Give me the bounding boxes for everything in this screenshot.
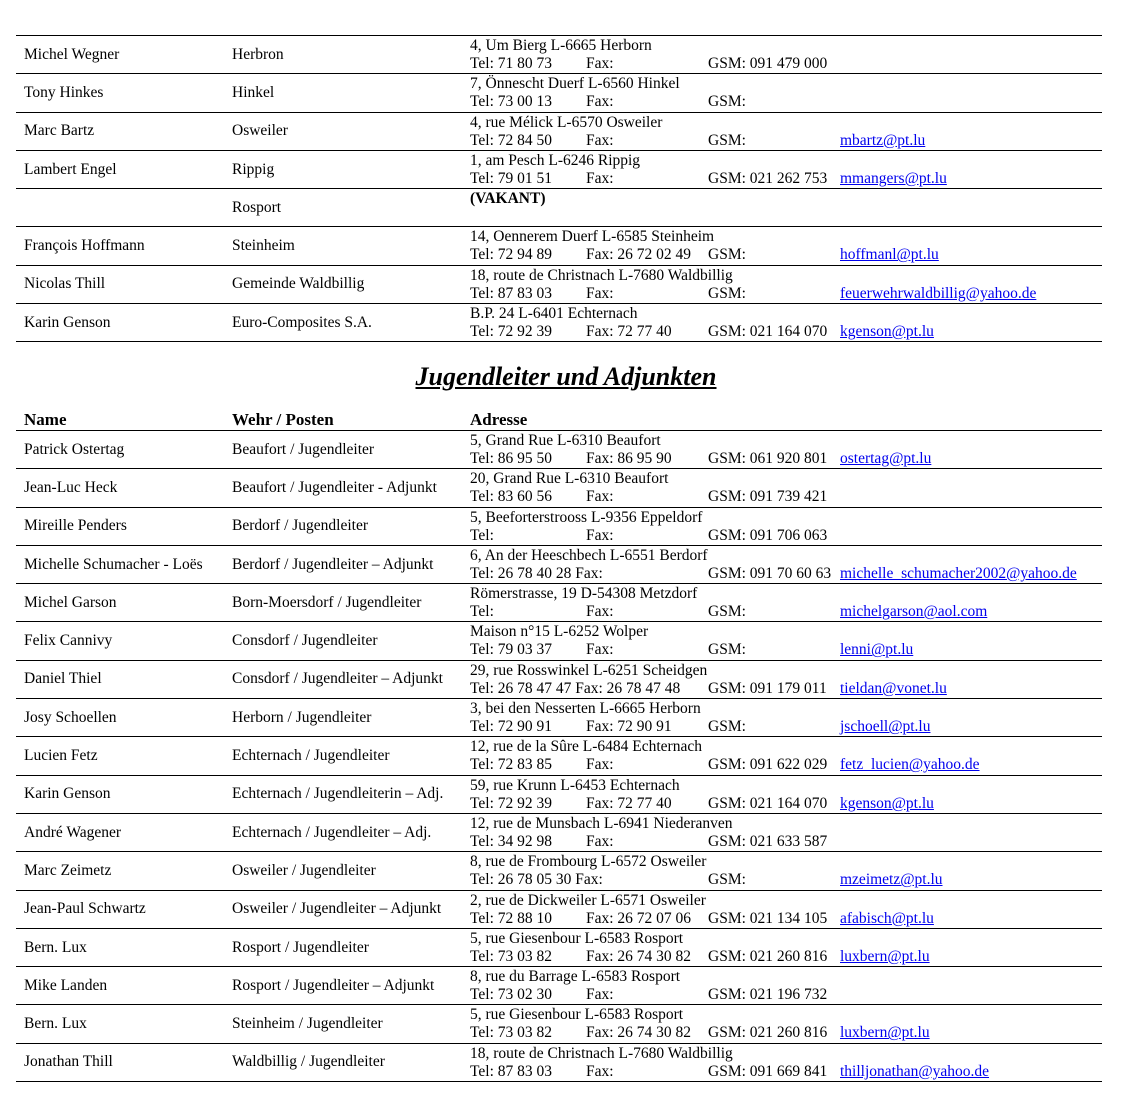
table-row — [16, 814, 1102, 852]
table-row — [16, 584, 1102, 622]
email-link[interactable]: afabisch@pt.lu — [840, 909, 934, 927]
contact-line — [470, 526, 828, 545]
header-name: Name — [24, 410, 67, 429]
post-location: Osweiler / Jugendleiter — [232, 861, 376, 879]
contact-line — [470, 1062, 990, 1081]
mobile-number: GSM: 061 920 801 — [708, 450, 828, 467]
address-block — [470, 929, 930, 966]
post-location: Beaufort / Jugendleiter - Adjunkt — [232, 478, 437, 496]
table-header — [16, 410, 1102, 430]
phone-number: Tel: 83 60 56 — [470, 488, 553, 506]
person-name: Jean-Paul Schwartz — [24, 900, 146, 918]
contact-line — [470, 55, 828, 73]
person-name: Michel Garson — [24, 593, 117, 611]
section-title: Jugendleiter und Adjunkten — [415, 362, 717, 391]
address-block — [470, 853, 943, 889]
table-row — [16, 852, 1102, 890]
address-block — [470, 661, 947, 698]
contact-line — [470, 603, 988, 621]
contact-line — [470, 131, 926, 150]
person-name: Lucien Fetz — [24, 747, 98, 765]
table-row — [16, 113, 1102, 151]
address-block — [470, 75, 746, 111]
address-block — [470, 968, 828, 1004]
person-name: François Hoffmann — [24, 237, 145, 255]
address-block — [470, 738, 980, 774]
mobile-number: GSM: 021 164 070 — [708, 794, 828, 812]
table-row — [16, 36, 1102, 74]
contact-line — [470, 871, 943, 889]
email-link[interactable]: ostertag@pt.lu — [840, 450, 932, 467]
address-block — [470, 190, 546, 226]
phone-number: Tel: 72 84 50 — [470, 131, 553, 149]
email-link[interactable]: hoffmanl@pt.lu — [840, 246, 939, 264]
fax-number: Fax: — [586, 1062, 614, 1080]
street-address: (VAKANT) — [470, 190, 546, 208]
email-link[interactable]: mzeimetz@pt.lu — [840, 871, 943, 889]
email-link[interactable]: feuerwehrwaldbillig@yahoo.de — [840, 284, 1037, 302]
phone-number: Tel: 26 78 47 47 Fax: 26 78 47 48 — [470, 679, 681, 697]
post-location: Echternach / Jugendleiterin – Adj. — [232, 785, 444, 803]
contact-line — [470, 450, 932, 468]
address-block — [470, 228, 939, 264]
post-location: Herborn / Jugendleiter — [232, 708, 372, 726]
phone-number: Tel: 79 03 37 — [470, 641, 553, 659]
street-address: 7, Önnescht Duerf L-6560 Hinkel — [470, 75, 680, 93]
person-name: Marc Zeimetz — [24, 861, 112, 879]
mobile-number: GSM: 091 706 063 — [708, 526, 828, 544]
mobile-number: GSM: 091 70 60 63 — [708, 564, 832, 582]
table-row — [16, 151, 1102, 189]
fax-number: Fax: — [586, 131, 614, 149]
contact-line — [470, 488, 828, 506]
mobile-number: GSM: — [708, 246, 746, 264]
email-link[interactable]: michelgarson@aol.com — [840, 603, 988, 621]
person-name: Lambert Engel — [24, 160, 117, 178]
address-block — [470, 470, 828, 506]
person-name: Bern. Lux — [24, 1015, 87, 1033]
email-link[interactable]: kgenson@pt.lu — [840, 794, 934, 812]
address-block — [470, 585, 988, 621]
mobile-number: GSM: — [708, 603, 746, 621]
contact-line — [470, 641, 914, 659]
person-name: Felix Cannivy — [24, 632, 113, 650]
fax-number: Fax: — [586, 284, 614, 302]
street-address: 18, route de Christnach L-7680 Waldbillig — [470, 1044, 733, 1062]
mobile-number: GSM: — [708, 718, 746, 736]
mobile-number: GSM: 091 479 000 — [708, 55, 828, 72]
post-location: Born-Moersdorf / Jugendleiter — [232, 593, 422, 611]
phone-number: Tel: 86 95 50 — [470, 450, 553, 467]
email-link[interactable]: luxbern@pt.lu — [840, 947, 930, 965]
person-name: Daniel Thiel — [24, 670, 102, 688]
person-name: Josy Schoellen — [24, 708, 117, 726]
table-row — [16, 929, 1102, 967]
post-location: Herbron — [232, 45, 284, 63]
address-block — [470, 432, 932, 468]
table-row — [16, 891, 1102, 929]
street-address: 5, rue Giesenbour L-6583 Rosport — [470, 1006, 684, 1024]
fax-number: Fax: — [586, 832, 614, 850]
address-block — [470, 508, 828, 545]
phone-number: Tel: 26 78 40 28 Fax: — [470, 564, 603, 582]
phone-number: Tel: — [470, 526, 494, 544]
table-row — [16, 508, 1102, 546]
address-block — [470, 623, 914, 659]
phone-number: Tel: 87 83 03 — [470, 1062, 553, 1080]
mobile-number: GSM: 021 262 753 — [708, 169, 828, 187]
mobile-number: GSM: 091 739 421 — [708, 488, 828, 506]
street-address: 12, rue de Munsbach L-6941 Niederanven — [470, 814, 733, 832]
table-row — [16, 661, 1102, 699]
email-link[interactable]: michelle_schumacher2002@yahoo.de — [840, 564, 1077, 582]
person-name: Jonathan Thill — [24, 1053, 113, 1071]
address-block — [470, 151, 947, 188]
person-name: Karin Genson — [24, 313, 111, 331]
table-row — [16, 737, 1102, 775]
fax-number: Fax: 26 72 07 06 — [586, 909, 692, 927]
fax-number: Fax: — [586, 756, 614, 774]
contact-line — [470, 718, 931, 736]
phone-number: Tel: 73 03 82 — [470, 1024, 553, 1042]
contact-line — [470, 832, 828, 851]
fax-number: Fax: — [586, 641, 614, 659]
post-location: Beaufort / Jugendleiter — [232, 440, 375, 458]
contact-line — [470, 794, 934, 813]
street-address: 5, Grand Rue L-6310 Beaufort — [470, 432, 661, 449]
mobile-number: GSM: 021 633 587 — [708, 832, 828, 850]
post-location: Rosport / Jugendleiter — [232, 938, 369, 956]
street-address: 2, rue de Dickweiler L-6571 Osweiler — [470, 891, 706, 909]
phone-number: Tel: 72 83 85 — [470, 756, 553, 774]
mobile-number: GSM: 021 164 070 — [708, 323, 828, 341]
email-link[interactable]: fetz_lucien@yahoo.de — [840, 756, 980, 774]
street-address: Römerstrasse, 19 D-54308 Metzdorf — [470, 585, 698, 603]
table-row — [16, 266, 1102, 304]
commanders-table — [16, 35, 1102, 342]
table-row — [16, 622, 1102, 660]
address-block — [470, 891, 934, 928]
street-address: 14, Oennerem Duerf L-6585 Steinheim — [470, 228, 715, 246]
post-location: Steinheim — [232, 237, 295, 255]
street-address: 29, rue Rosswinkel L-6251 Scheidgen — [470, 661, 708, 679]
address-block — [470, 700, 931, 736]
phone-number: Tel: 72 92 39 — [470, 794, 553, 812]
fax-number: Fax: 72 77 40 — [586, 794, 672, 812]
post-location: Osweiler — [232, 122, 288, 140]
mobile-number: GSM: 091 622 029 — [708, 756, 828, 774]
fax-number: Fax: — [586, 603, 614, 621]
email-link[interactable]: thilljonathan@yahoo.de — [840, 1062, 990, 1080]
table-row — [16, 699, 1102, 737]
fax-number: Fax: 26 74 30 82 — [586, 947, 692, 965]
email-link[interactable]: mbartz@pt.lu — [840, 131, 926, 149]
post-location: Berdorf / Jugendleiter — [232, 517, 369, 535]
post-location: Waldbillig / Jugendleiter — [232, 1053, 385, 1071]
street-address: 4, Um Bierg L-6665 Herborn — [470, 37, 652, 54]
contact-line — [470, 986, 828, 1004]
fax-number: Fax: — [586, 986, 614, 1004]
post-location: Rosport — [232, 198, 282, 216]
address-block — [470, 1006, 930, 1042]
phone-number: Tel: 73 00 13 — [470, 93, 553, 111]
mobile-number: GSM: 091 179 011 — [708, 679, 827, 697]
table-row — [16, 1044, 1102, 1082]
post-location: Steinheim / Jugendleiter — [232, 1015, 383, 1033]
fax-number: Fax: 72 90 91 — [586, 718, 672, 736]
table-row — [16, 776, 1102, 814]
street-address: 8, rue du Barrage L-6583 Rosport — [470, 968, 681, 986]
contact-line — [470, 208, 546, 226]
person-name: Patrick Ostertag — [24, 440, 125, 458]
table-row — [16, 74, 1102, 112]
mobile-number: GSM: 021 260 816 — [708, 947, 828, 965]
email-link[interactable]: lenni@pt.lu — [840, 641, 914, 659]
street-address: 4, rue Mélick L-6570 Osweiler — [470, 113, 663, 131]
post-location: Consdorf / Jugendleiter – Adjunkt — [232, 670, 443, 688]
phone-number: Tel: 72 90 91 — [470, 718, 553, 736]
fax-number: Fax: — [586, 526, 614, 544]
phone-number: Tel: 72 92 39 — [470, 323, 553, 341]
mobile-number: GSM: 021 196 732 — [708, 986, 828, 1004]
person-name: Jean-Luc Heck — [24, 478, 118, 496]
table-row — [16, 967, 1102, 1005]
street-address: 5, rue Giesenbour L-6583 Rosport — [470, 929, 684, 947]
person-name: Karin Genson — [24, 785, 111, 803]
street-address: 59, rue Krunn L-6453 Echternach — [470, 776, 680, 794]
person-name: Bern. Lux — [24, 938, 87, 956]
fax-number: Fax: 72 77 40 — [586, 323, 672, 341]
contact-line — [470, 947, 930, 966]
post-location: Echternach / Jugendleiter – Adj. — [232, 823, 432, 841]
contact-line — [470, 564, 1077, 583]
post-location: Rosport / Jugendleiter – Adjunkt — [232, 976, 435, 994]
mobile-number: GSM: — [708, 871, 746, 889]
contact-line — [470, 679, 947, 698]
street-address: 3, bei den Nesserten L-6665 Herborn — [470, 700, 701, 718]
header-address: Adresse — [470, 410, 528, 429]
table-row — [16, 469, 1102, 507]
email-link[interactable]: tieldan@vonet.lu — [840, 679, 947, 697]
phone-number: Tel: 73 02 30 — [470, 986, 553, 1004]
person-name: Marc Bartz — [24, 122, 95, 140]
address-block — [470, 305, 934, 341]
email-link[interactable]: luxbern@pt.lu — [840, 1024, 930, 1042]
contact-line — [470, 909, 934, 928]
fax-number: Fax: — [586, 55, 614, 72]
address-block — [470, 546, 1077, 583]
table-row — [16, 189, 1102, 227]
address-block — [470, 814, 828, 851]
person-name: Michelle Schumacher - Loës — [24, 555, 203, 573]
contact-line — [470, 246, 939, 264]
phone-number: Tel: 72 88 10 — [470, 909, 553, 927]
address-block — [470, 1044, 990, 1081]
person-name: Mike Landen — [24, 976, 108, 994]
street-address: B.P. 24 L-6401 Echternach — [470, 305, 638, 323]
header-post: Wehr / Posten — [232, 410, 334, 429]
post-location: Berdorf / Jugendleiter – Adjunkt — [232, 555, 434, 573]
phone-number: Tel: 26 78 05 30 Fax: — [470, 871, 603, 889]
email-link[interactable]: mmangers@pt.lu — [840, 169, 947, 187]
phone-number: Tel: 34 92 98 — [470, 832, 553, 850]
person-name: Tony Hinkes — [24, 83, 104, 101]
fax-number: Fax: — [586, 169, 614, 187]
post-location: Consdorf / Jugendleiter — [232, 632, 378, 650]
table-row — [16, 227, 1102, 265]
mobile-number: GSM: — [708, 93, 746, 111]
post-location: Osweiler / Jugendleiter – Adjunkt — [232, 900, 442, 918]
street-address: 1, am Pesch L-6246 Rippig — [470, 151, 641, 169]
phone-number: Tel: — [470, 603, 494, 621]
fax-number: Fax: 26 72 02 49 — [586, 246, 692, 264]
fax-number: Fax: 26 74 30 82 — [586, 1024, 692, 1042]
address-block — [470, 37, 828, 73]
table-row — [16, 304, 1102, 342]
person-name: Mireille Penders — [24, 517, 127, 535]
post-location: Rippig — [232, 160, 275, 178]
mobile-number: GSM: 021 134 105 — [708, 909, 828, 927]
post-location: Hinkel — [232, 83, 275, 101]
post-location: Gemeinde Waldbillig — [232, 275, 365, 293]
table-row — [16, 431, 1102, 469]
fax-number: Fax: 86 95 90 — [586, 450, 672, 467]
fax-number: Fax: — [586, 488, 614, 506]
contact-line — [470, 284, 1037, 303]
phone-number: Tel: 72 94 89 — [470, 246, 553, 264]
street-address: 5, Beeforterstrooss L-9356 Eppeldorf — [470, 508, 703, 526]
address-block — [470, 776, 934, 813]
street-address: 6, An der Heeschbech L-6551 Berdorf — [470, 546, 708, 564]
phone-number: Tel: 87 83 03 — [470, 284, 553, 302]
table-row — [16, 1005, 1102, 1043]
email-link[interactable]: kgenson@pt.lu — [840, 323, 934, 341]
contact-line — [470, 169, 947, 188]
mobile-number: GSM: 021 260 816 — [708, 1024, 828, 1042]
person-name: Michel Wegner — [24, 45, 120, 63]
mobile-number: GSM: — [708, 131, 746, 149]
street-address: 12, rue de la Sûre L-6484 Echternach — [470, 738, 702, 756]
street-address: Maison n°15 L-6252 Wolper — [470, 623, 649, 641]
address-block — [470, 266, 1037, 303]
mobile-number: GSM: — [708, 284, 746, 302]
person-name: André Wagener — [24, 823, 122, 841]
email-link[interactable]: jschoell@pt.lu — [840, 718, 931, 736]
street-address: 18, route de Christnach L-7680 Waldbillig — [470, 266, 733, 284]
mobile-number: GSM: 091 669 841 — [708, 1062, 828, 1080]
street-address: 8, rue de Frombourg L-6572 Osweiler — [470, 853, 707, 871]
contact-line — [470, 323, 934, 341]
contact-line — [470, 1024, 930, 1042]
youth-leaders-table — [16, 430, 1102, 1082]
phone-number: Tel: 79 01 51 — [470, 169, 553, 187]
contact-line — [470, 756, 980, 774]
street-address: 20, Grand Rue L-6310 Beaufort — [470, 470, 669, 488]
phone-number: Tel: 71 80 73 — [470, 55, 553, 72]
person-name: Nicolas Thill — [24, 275, 106, 293]
post-location: Euro-Composites S.A. — [232, 313, 372, 331]
address-block — [470, 113, 926, 150]
contact-line — [470, 93, 746, 111]
mobile-number: GSM: — [708, 641, 746, 659]
table-row — [16, 546, 1102, 584]
fax-number: Fax: — [586, 93, 614, 111]
post-location: Echternach / Jugendleiter — [232, 747, 390, 765]
phone-number: Tel: 73 03 82 — [470, 947, 553, 965]
